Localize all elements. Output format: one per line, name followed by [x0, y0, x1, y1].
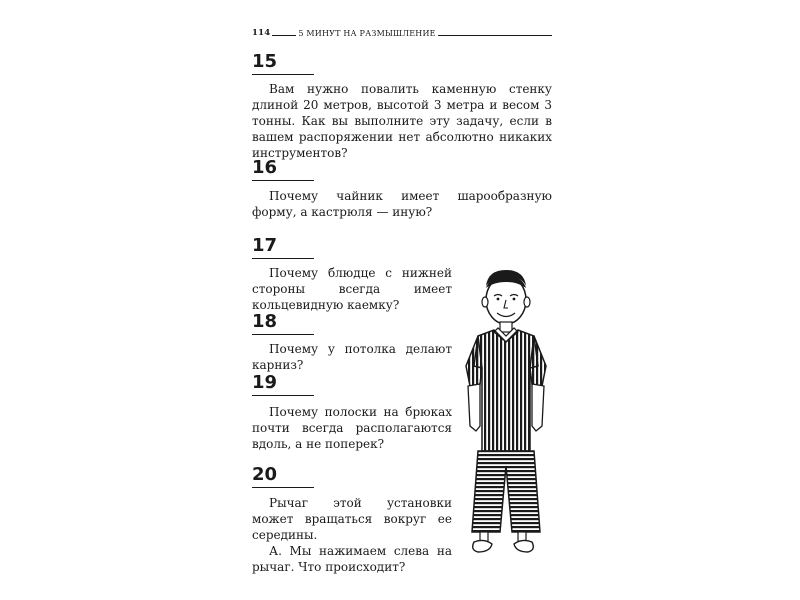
question-paragraph: Почему блюдце с нижней стороны всегда имеет кольцевидную каемку?	[252, 266, 452, 312]
question-number-19: 19	[252, 373, 314, 396]
page-header	[252, 26, 552, 38]
question-paragraph-a: А. Мы нажимаем слева на рычаг. Что происходит?	[252, 544, 452, 574]
question-number-15: 15	[252, 52, 314, 75]
question-text-18	[252, 341, 452, 373]
question-text-16	[252, 188, 552, 220]
striped-trousers-man-illustration	[456, 266, 556, 556]
question-number-16: 16	[252, 158, 314, 181]
question-text-19	[252, 404, 452, 452]
question-paragraph: Рычаг этой установки может вращаться вокруг ее середины.	[252, 496, 452, 542]
page-number: 114	[252, 28, 271, 38]
question-number-20: 20	[252, 465, 314, 488]
header-rule	[438, 35, 552, 36]
running-title: 5 МИНУТ НА РАЗМЫШЛЕНИЕ	[298, 29, 436, 38]
header-short-rule	[272, 35, 296, 36]
question-number-17: 17	[252, 236, 314, 259]
question-text-20	[252, 495, 452, 575]
question-paragraph: Вам нужно повалить каменную стенку длиной 20 метров, высотой 3 метра и весом 3 тонны. Как вы выполните эту задачу, если в вашем распоряжении нет абсолютно никаких инструментов?	[252, 82, 552, 160]
question-paragraph: Почему чайник имеет шарообразную форму, а кастрюля — иную?	[252, 189, 552, 219]
question-text-15	[252, 81, 552, 161]
question-paragraph: Почему полоски на брюках почти всегда располагаются вдоль, а не поперек?	[252, 405, 452, 451]
question-number-18: 18	[252, 312, 314, 335]
question-paragraph: Почему у потолка делают карниз?	[252, 342, 452, 372]
question-text-17	[252, 265, 452, 313]
